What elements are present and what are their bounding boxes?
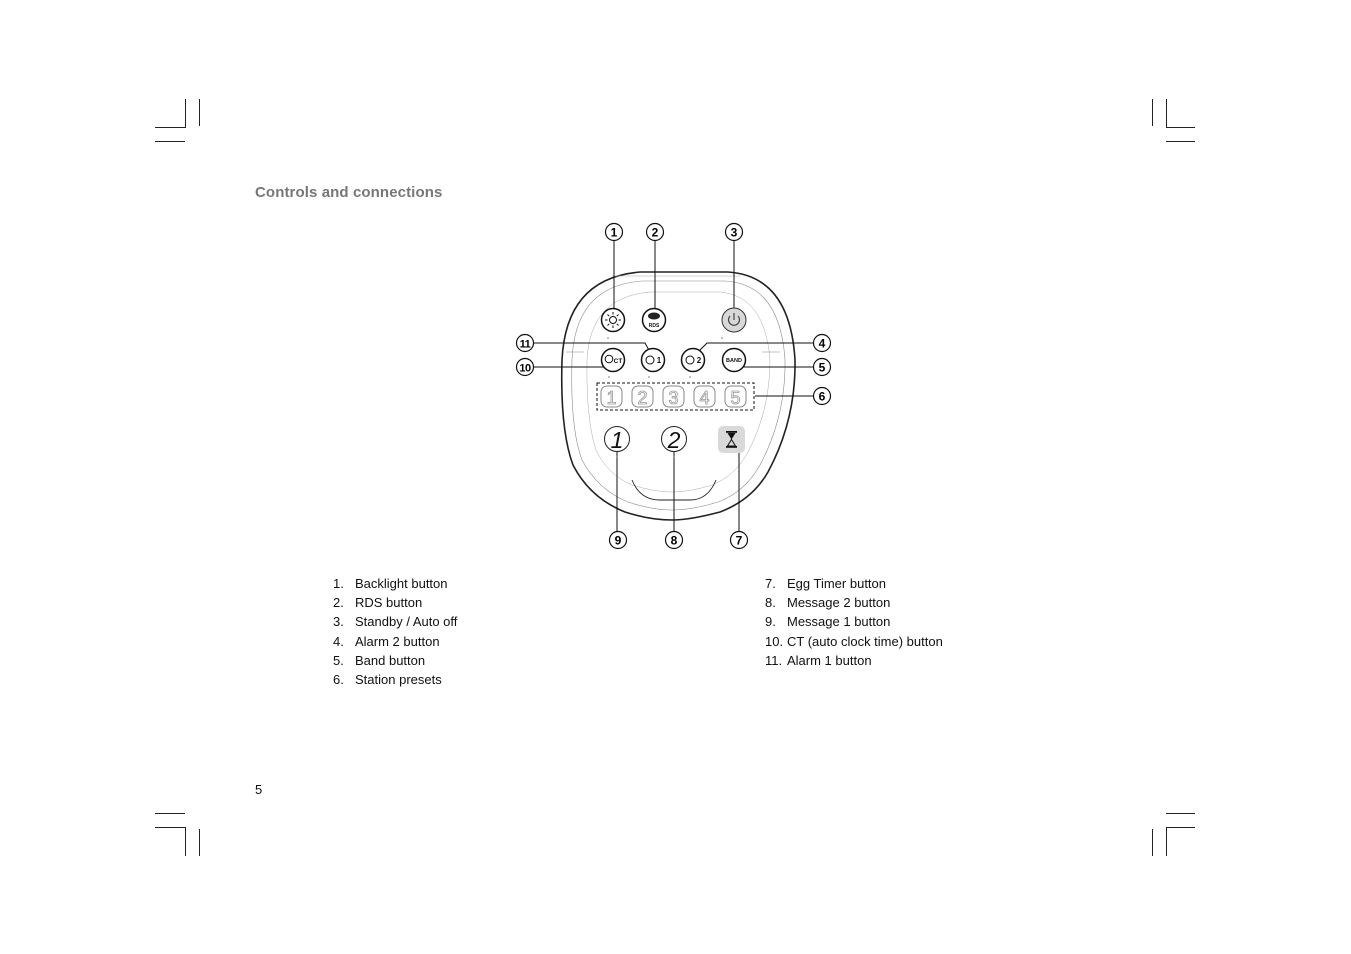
preset-label: 1 [606,388,617,408]
preset-label: 5 [730,388,741,408]
svg-text:8: 8 [670,533,678,548]
preset-button-1[interactable] [601,386,622,408]
egg-timer-button[interactable] [718,426,745,453]
rds-button[interactable] [643,309,666,332]
ct-label: CT [613,358,623,365]
backlight-button[interactable] [602,309,625,332]
legend-list-right [765,574,943,670]
page-title: Controls and connections [255,184,443,201]
callout-6 [814,388,831,405]
rds-label: RDS [648,323,660,329]
alarm-1-button[interactable] [642,349,665,372]
preset-label: 4 [699,388,710,408]
svg-text:3: 3 [730,225,738,240]
preset-button-3[interactable] [663,386,684,408]
callout-9 [610,532,627,549]
legend-item: 3. Standby / Auto off [333,614,458,630]
legend-item: 6. Station presets [333,672,442,688]
callout-11 [517,335,534,352]
ct-button[interactable] [602,349,625,372]
preset-label: 2 [637,388,648,408]
callout-4 [814,335,831,352]
svg-text:9: 9 [614,533,622,548]
callout-10 [517,359,534,376]
legend-item: 10. CT (auto clock time) button [765,633,943,649]
legend-item: 7. Egg Timer button [765,576,886,591]
legend-item: 9. Message 1 button [765,614,891,630]
callout-2 [647,224,664,241]
legend-item: 4. Alarm 2 button [333,633,440,649]
standby-button[interactable] [722,308,746,332]
preset-button-4[interactable] [694,386,715,408]
message-2-button[interactable] [662,427,687,454]
svg-text:5: 5 [818,360,826,375]
legend-item: 11. Alarm 1 button [765,652,872,668]
rds-icon [648,313,660,320]
svg-text:2: 2 [651,225,659,240]
message-2-label: 2 [667,427,681,453]
legend-item: 8. Message 2 button [765,595,891,611]
message-1-button[interactable] [605,427,630,454]
svg-text:7: 7 [735,533,743,548]
svg-text:11: 11 [519,338,531,351]
legend-item: 2. RDS button [333,595,423,611]
svg-text:4: 4 [818,336,826,351]
preset-button-2[interactable] [632,386,653,408]
band-button[interactable] [723,349,746,372]
callout-1 [606,224,623,241]
alarm-1-label: 1 [656,356,662,365]
legend-item: 5. Band button [333,652,426,668]
message-1-label: 1 [610,427,624,453]
band-label: BAND [726,358,742,364]
alarm-2-label: 2 [696,356,702,365]
legend-item: 1. Backlight button [333,576,448,591]
callout-7 [731,532,748,549]
svg-text:1: 1 [610,225,618,240]
callout-3 [726,224,743,241]
svg-text:6: 6 [818,389,826,404]
preset-button-5[interactable] [725,386,746,408]
callout-5 [814,359,831,376]
page-number: 5 [255,782,263,797]
svg-text:10: 10 [519,362,531,375]
preset-label: 3 [668,388,679,408]
alarm-2-button[interactable] [682,349,705,372]
callout-8 [666,532,683,549]
legend-list-left [333,574,457,689]
